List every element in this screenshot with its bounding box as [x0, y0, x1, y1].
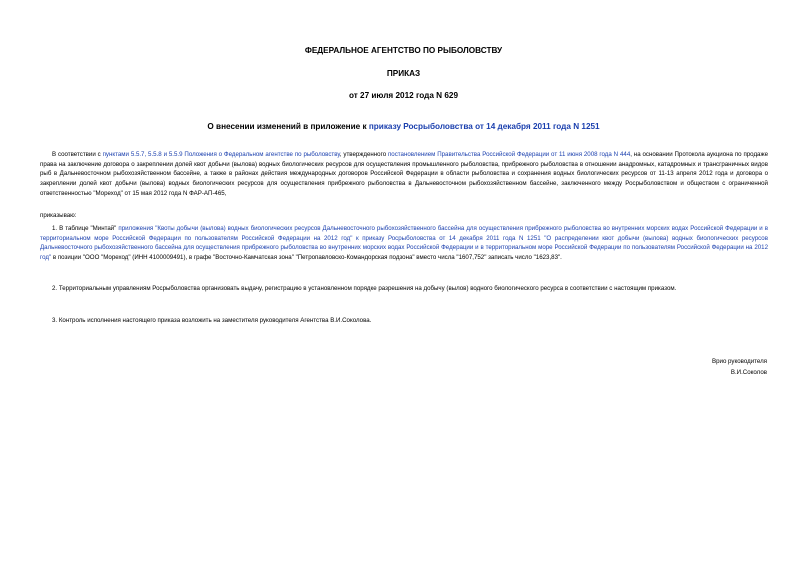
order-word: приказываю: — [40, 212, 77, 219]
item-1-text-1: 1. В таблице "Минтай" — [52, 225, 119, 232]
preamble-text-3: , на основании Протокола аукциона по продаже права на заключение договора о закреплении долей квот добычи (вылова) водных биологических ресурсов для осуществления промышленного рыболовства, прибрежного рыболовства в отношении анадромных, катадромных и трансграничных видов рыб в Дальневосточном рыбохозяйственном бассейне, а также в районах действия международных договоров Российской Федерации в области рыболовства и сохранения водных биологических ресурсов от 11-13 апреля 2012 года и договора о закреплении долей квот добычи (вылова) водных биологических ресурсов для осуществления прибрежного рыболовства в Дальневосточном рыбохозяйственном бассейне, заключенного между Росрыболовством и обществом с ограниченной ответственностью "Мореход" от 15 мая 2012 года N ФАР-АП-465, — [40, 151, 768, 197]
item-3-paragraph: 3. Контроль исполнения настоящего приказа возложить на заместителя руководителя Агентства В.И.Соколова. — [52, 317, 372, 324]
preamble-text-1: В соответствии с — [52, 151, 103, 158]
title-text: О внесении изменений в приложение к — [207, 122, 369, 131]
resolution-link[interactable]: постановлением Правительства Российской Федерации от 11 июня 2008 года N 444 — [387, 151, 631, 158]
item-1-paragraph — [40, 224, 768, 263]
item-2-paragraph: 2. Территориальным управлениям Росрыболовства организовать выдачу, регистрацию в установленном порядке разрешения на добычу (вылов) водного биологического ресурса в соответствии с настоящим приказом. — [52, 285, 677, 292]
preamble-text-2: , утвержденного — [339, 151, 388, 158]
title-link[interactable]: приказу Росрыболовства от 14 декабря 2011 года N 1251 — [368, 122, 600, 131]
preamble-paragraph — [40, 150, 768, 199]
agency-heading: ФЕДЕРАЛЬНОЕ АГЕНТСТВО ПО РЫБОЛОВСТВУ — [304, 46, 503, 55]
document-type: ПРИКАЗ — [386, 69, 421, 78]
document-title — [0, 122, 807, 131]
appendix-link[interactable]: приложения "Квоты добычи (вылова) водных биологических ресурсов Дальневосточного рыбохозяйственного бассейна для осуществления прибрежного рыболовства во внутренних морских водах Российской Федерации и в территориальном море Российской Федерации по пользователям Российской Федерации на 2012 год" к приказу Росрыболовства от 14 декабря 2011 года N 1251 "О распределении квот добычи (вылова) водных биологических ресурсов Дальневосточного рыбохозяйственного бассейна для осуществления прибрежного рыболовства во внутренних морских водах Российской Федерации и в территориальном море Российской Федерации по пользователям Российской Федерации на 2012 год" — [40, 225, 768, 262]
regulation-link[interactable]: пунктами 5.5.7, 5.5.8 и 5.5.9 Положения о Федеральном агентстве по рыболовству — [102, 151, 340, 158]
signature-name: В.И.Соколов — [730, 369, 767, 376]
item-1-text-2: в позиции "ООО "Мореход" (ИНН 4100009491), в графе "Восточно-Камчатская зона" "Петропавловско-Командорская подзона" вместо числа "1607,752" записать число "1623,83". — [51, 254, 562, 262]
document-date-number: от 27 июля 2012 года N 629 — [348, 91, 459, 100]
signature-position: Врио руководителя — [712, 358, 767, 365]
